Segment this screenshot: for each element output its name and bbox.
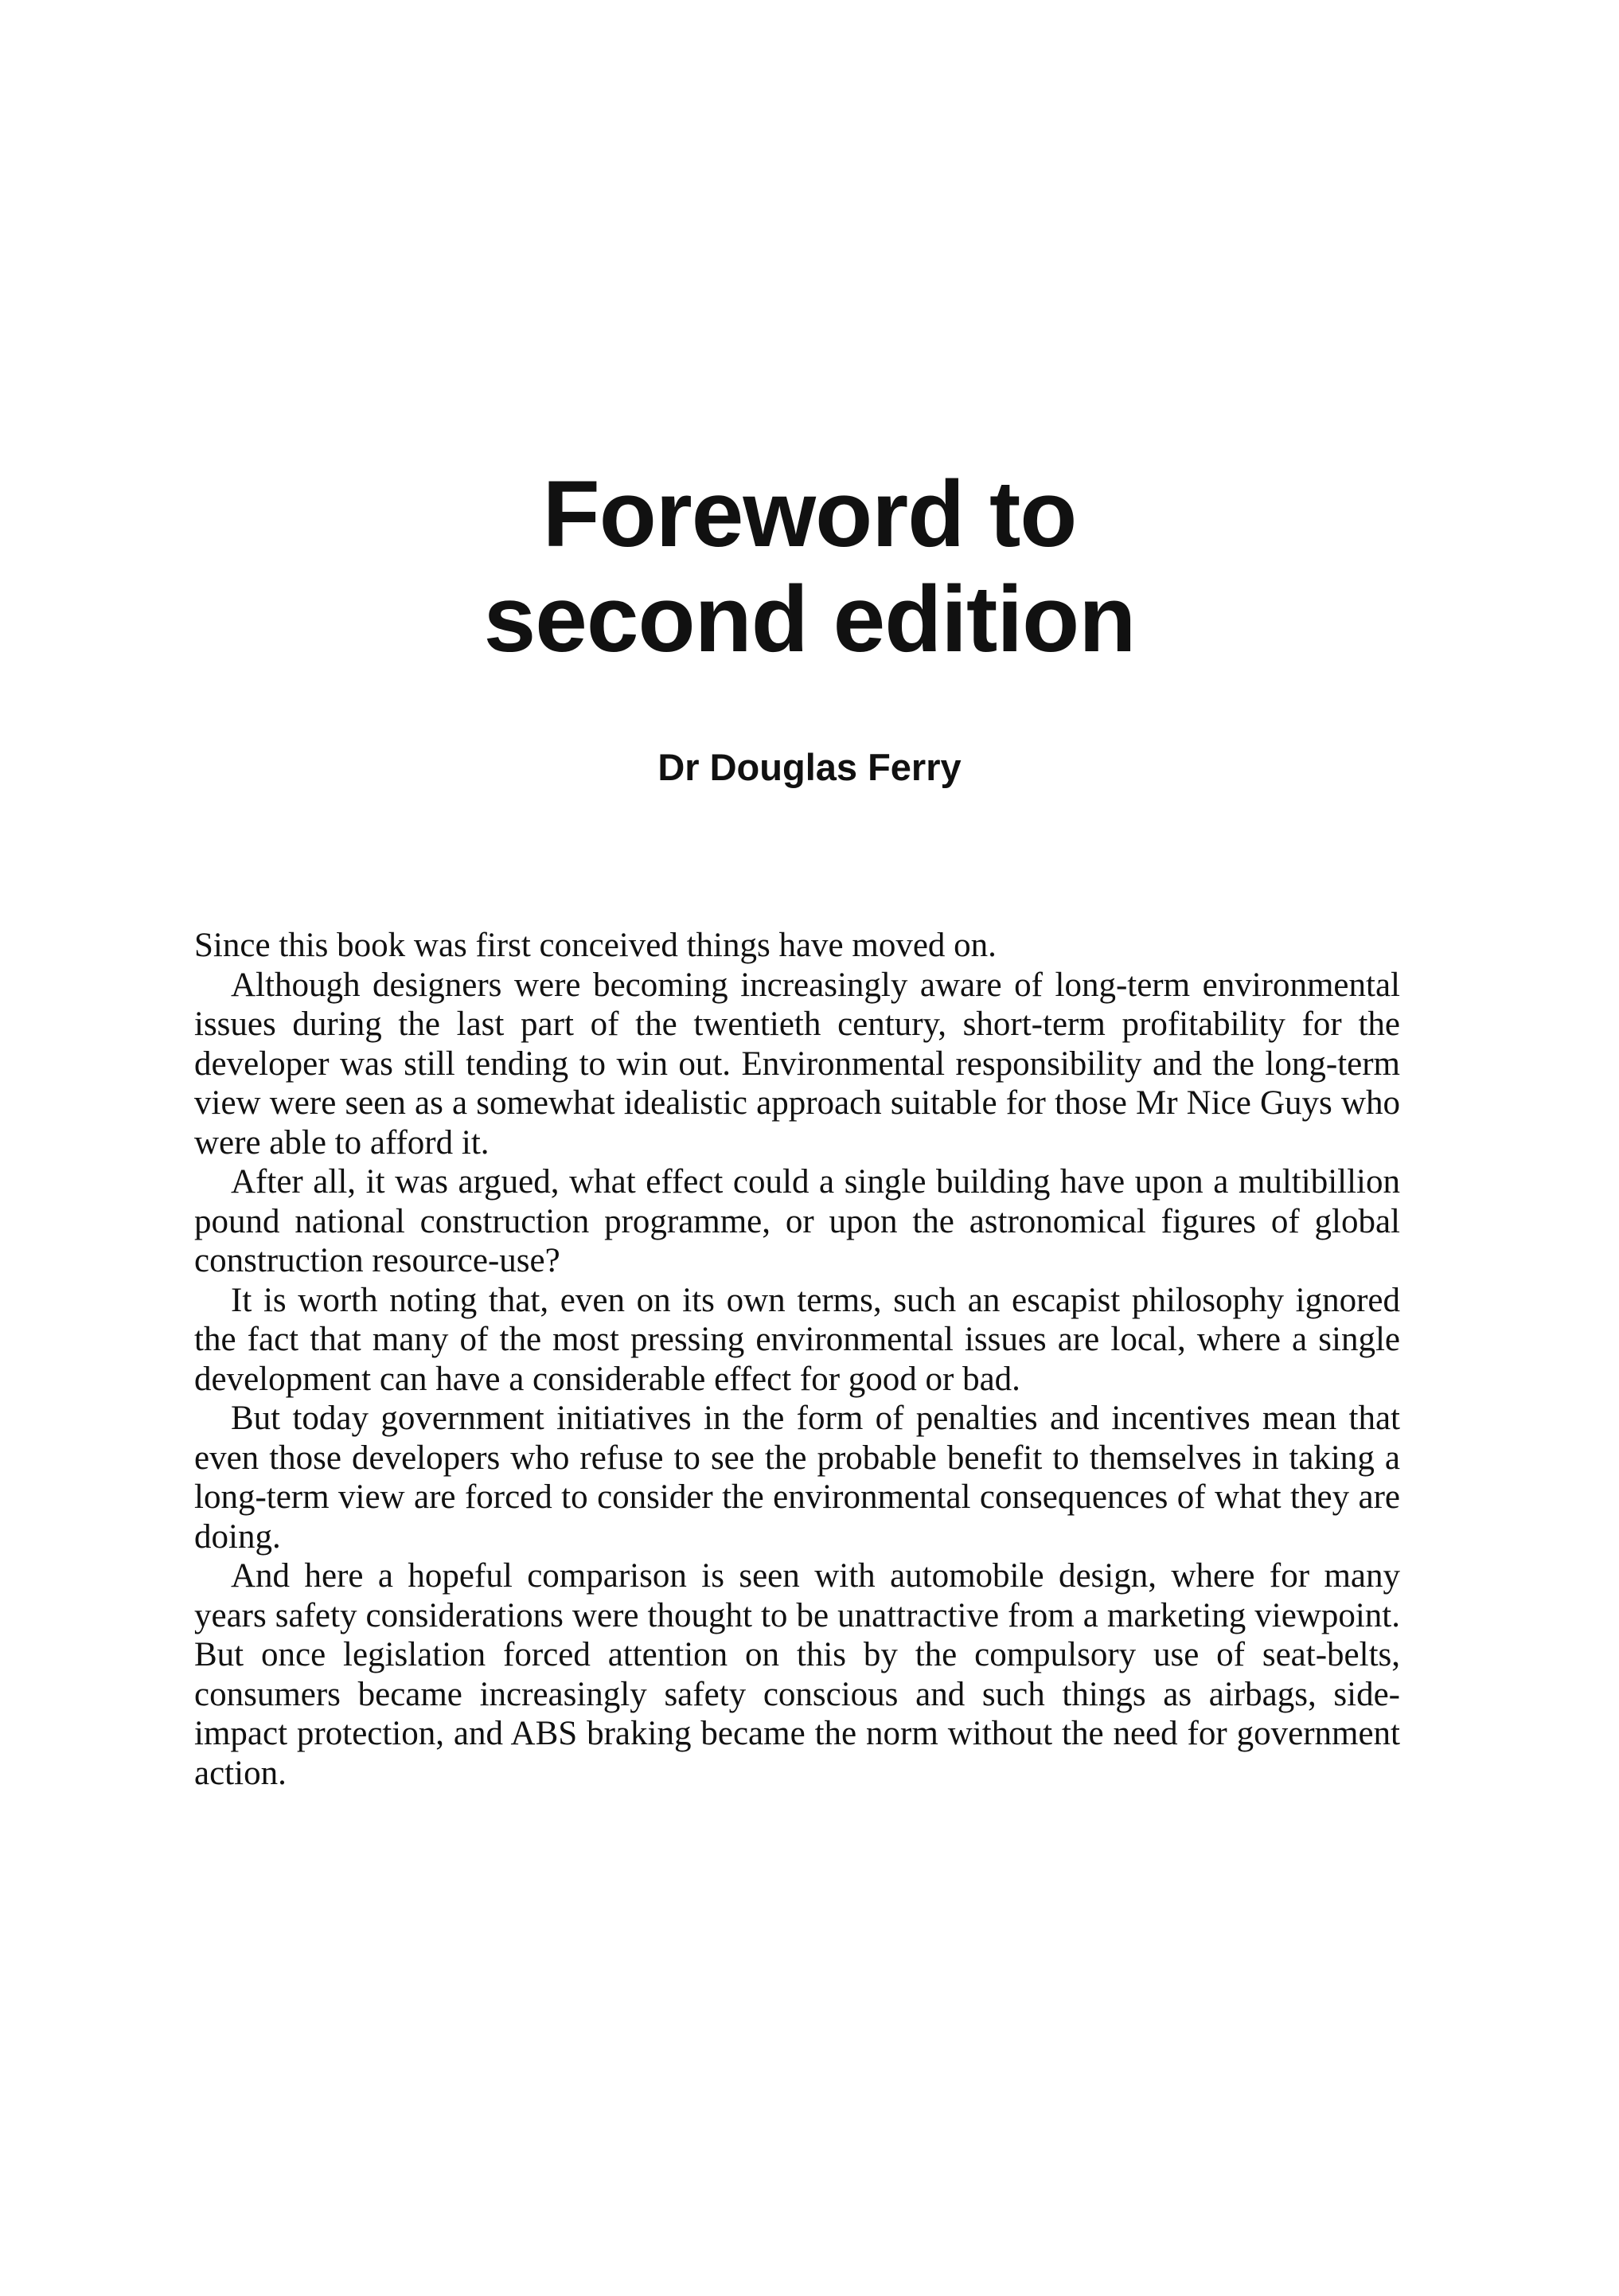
title-block bbox=[0, 462, 1619, 672]
page-title-line-1: Foreword to bbox=[542, 462, 1077, 567]
body-text bbox=[194, 926, 1400, 1793]
paragraph-1: Since this book was first conceived things have moved on. bbox=[194, 927, 997, 964]
paragraph-3: After all, it was argued, what effect could a single building have upon a multibillion pound national construction programme, or upon the astronomical figures of global construction resource-use? bbox=[194, 1163, 1400, 1279]
paragraph-2: Although designers were becoming increasingly aware of long-term environmental issues during the last part of the twentieth century, short-term profitability for the developer was still tending to win out. Environmental responsibility and the long-term view were seen as a somewhat idealistic approach suitable for those Mr Nice Guys who were able to afford it. bbox=[194, 966, 1400, 1162]
paragraph-4: It is worth noting that, even on its own terms, such an escapist philosophy ignored the fact that many of the most pressing environmental issues are local, where a single development can have a considerable effect for good or bad. bbox=[194, 1281, 1400, 1398]
page-title bbox=[0, 462, 1619, 672]
author-name: Dr Douglas Ferry bbox=[657, 746, 962, 788]
page-title-line-2: second edition bbox=[483, 567, 1136, 672]
paragraph-5: But today government initiatives in the form of penalties and incentives mean that even those developers who refuse to see the probable benefit to themselves in taking a long-term view are forced to consider the environmental consequences of what they are doing. bbox=[194, 1400, 1400, 1556]
paragraph-6: And here a hopeful comparison is seen with automobile design, where for many years safety considerations were thought to be unattractive from a marketing viewpoint. But once legislation forced attention on this by the compulsory use of seat-belts, consumers became increasingly safety conscious and such things as airbags, side-impact protection, and ABS braking became the norm without the need for government action. bbox=[194, 1557, 1400, 1792]
